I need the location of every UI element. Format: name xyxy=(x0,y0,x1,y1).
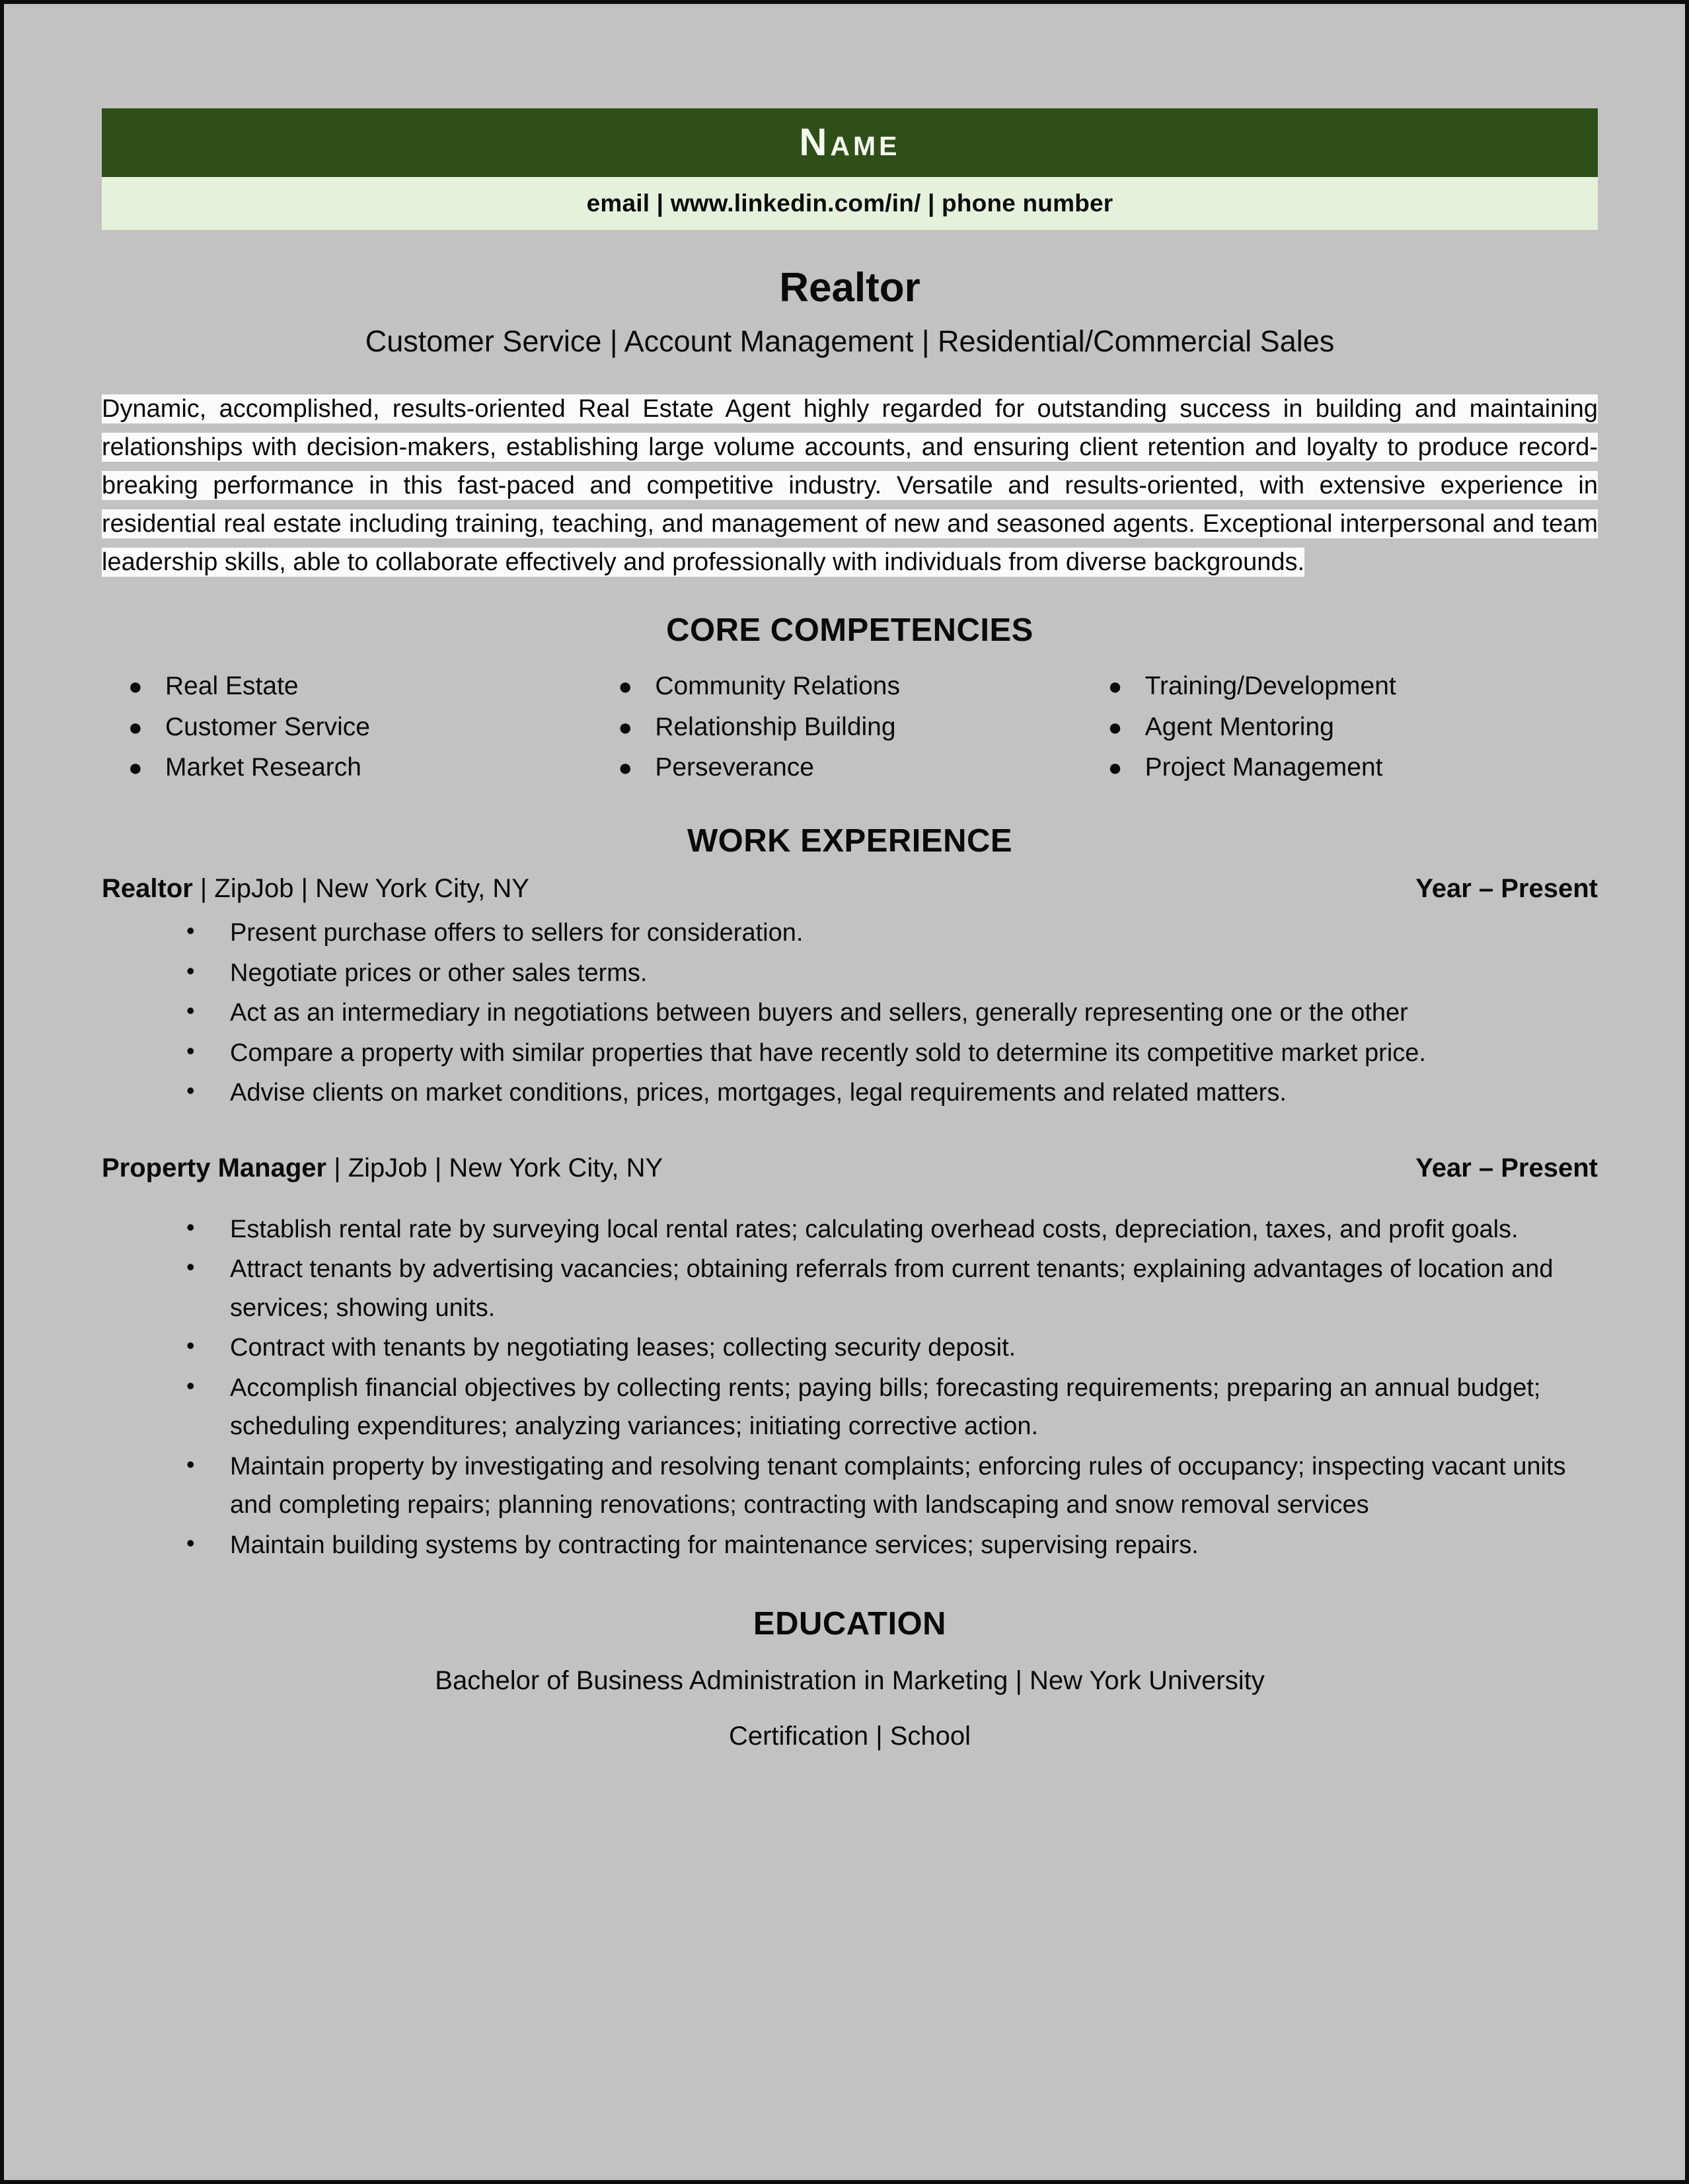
bullet-icon: ● xyxy=(1107,713,1123,741)
duties-list-2 xyxy=(102,1210,1598,1565)
bullet-icon: ● xyxy=(128,673,143,700)
specialties-line: Customer Service | Account Management | Residential/Commercial Sales xyxy=(365,324,1335,359)
competency-label: Agent Mentoring xyxy=(1145,712,1334,741)
competency-label: Customer Service xyxy=(165,712,370,741)
list-item: • Advise clients on market conditions, prices, mortgages, legal requirements and related matters. xyxy=(186,1074,1598,1112)
list-item xyxy=(618,747,1107,788)
job-header-1 xyxy=(102,871,1598,906)
section-heading-core-competencies: CORE COMPETENCIES xyxy=(666,612,1033,649)
list-item xyxy=(1108,666,1598,707)
competency-label: Relationship Building xyxy=(655,712,896,741)
page-title: Realtor xyxy=(779,265,920,310)
bullet-icon: ● xyxy=(618,713,633,741)
list-item: • Establish rental rate by surveying local rental rates; calculating overhead costs, depreciation, taxes, and profit goals. xyxy=(186,1210,1598,1249)
competency-label: Project Management xyxy=(1145,753,1383,782)
bullet-icon: ● xyxy=(618,673,633,700)
job-meta: | ZipJob | New York City, NY xyxy=(192,874,529,904)
list-item xyxy=(1108,747,1598,788)
bullet-icon: ● xyxy=(1107,673,1123,700)
list-item xyxy=(128,666,618,707)
job-role: Realtor xyxy=(102,874,193,904)
duties-list-1 xyxy=(102,914,1598,1112)
section-heading-education: EDUCATION xyxy=(753,1606,947,1642)
list-item: • Attract tenants by advertising vacancies; obtaining referrals from current tenants; explaining advantages of location and services; showing units. xyxy=(186,1250,1598,1327)
name-banner xyxy=(102,108,1598,177)
list-item: • Present purchase offers to sellers for consideration. xyxy=(186,914,1598,953)
candidate-name: Name xyxy=(799,121,901,164)
competency-column-3 xyxy=(1108,666,1598,788)
contact-banner xyxy=(102,177,1598,230)
list-item: • Act as an intermediary in negotiations between buyers and sellers, generally representing one or the other xyxy=(186,994,1598,1033)
competency-label: Community Relations xyxy=(655,672,900,701)
bullet-icon: ● xyxy=(1107,754,1123,782)
section-heading-work-experience: WORK EXPERIENCE xyxy=(687,823,1013,859)
competency-label: Perseverance xyxy=(655,753,814,782)
list-item xyxy=(618,707,1107,748)
list-item xyxy=(618,666,1107,707)
bullet-icon: ● xyxy=(128,754,143,782)
job-dates: Year – Present xyxy=(1415,874,1598,904)
bullet-icon: ● xyxy=(618,754,633,782)
competency-label: Market Research xyxy=(165,753,361,782)
list-item: • Negotiate prices or other sales terms. xyxy=(186,954,1598,993)
job-dates: Year – Present xyxy=(1415,1153,1598,1183)
job-title-line-1 xyxy=(102,871,529,906)
resume-sheet xyxy=(102,4,1598,2184)
list-item: • Contract with tenants by negotiating leases; collecting security deposit. xyxy=(186,1329,1598,1367)
list-item: • Accomplish financial objectives by collecting rents; paying bills; forecasting requirements; preparing an annual budget; scheduling expenditures; analyzing variances; initiating corrective action. xyxy=(186,1369,1598,1446)
competency-label: Real Estate xyxy=(165,672,299,701)
job-header-2 xyxy=(102,1151,1598,1185)
summary-text: Dynamic, accomplished, results-oriented Real Estate Agent highly regarded for outstanding success in building and maintaining relationships with decision-makers, establishing large volume accounts, and ensuring client retention and loyalty to produce record-breaking performance in this fast-paced and competitive industry. Versatile and results-oriented, with extensive experience in residential real estate including training, teaching, and management of new and seasoned agents. Exceptional interpersonal and team leadership skills, able to collaborate effectively and professionally with individuals from diverse backgrounds. xyxy=(102,394,1598,577)
job-title-line-2 xyxy=(102,1151,663,1185)
list-item xyxy=(128,747,618,788)
competency-column-1 xyxy=(128,666,618,788)
contact-line: email | www.linkedin.com/in/ | phone number xyxy=(586,190,1113,217)
education-certification: Certification | School xyxy=(728,1722,971,1751)
list-item: • Maintain property by investigating and resolving tenant complaints; enforcing rules of occupancy; inspecting vacant units and completing repairs; planning renovations; contracting with landscaping and snow removal services xyxy=(186,1447,1598,1525)
list-item: • Compare a property with similar properties that have recently sold to determine its competitive market price. xyxy=(186,1034,1598,1073)
job-role: Property Manager xyxy=(102,1153,327,1183)
professional-summary xyxy=(102,390,1598,582)
bullet-icon: ● xyxy=(128,713,143,741)
competency-label: Training/Development xyxy=(1145,672,1396,701)
list-item xyxy=(128,707,618,748)
competency-column-2 xyxy=(618,666,1107,788)
education-degree: Bachelor of Business Administration in Marketing | New York University xyxy=(435,1666,1265,1696)
job-meta: | ZipJob | New York City, NY xyxy=(326,1153,663,1183)
list-item xyxy=(1108,707,1598,748)
core-competencies-grid xyxy=(102,666,1598,788)
list-item: • Maintain building systems by contracting for maintenance services; supervising repairs. xyxy=(186,1526,1598,1565)
